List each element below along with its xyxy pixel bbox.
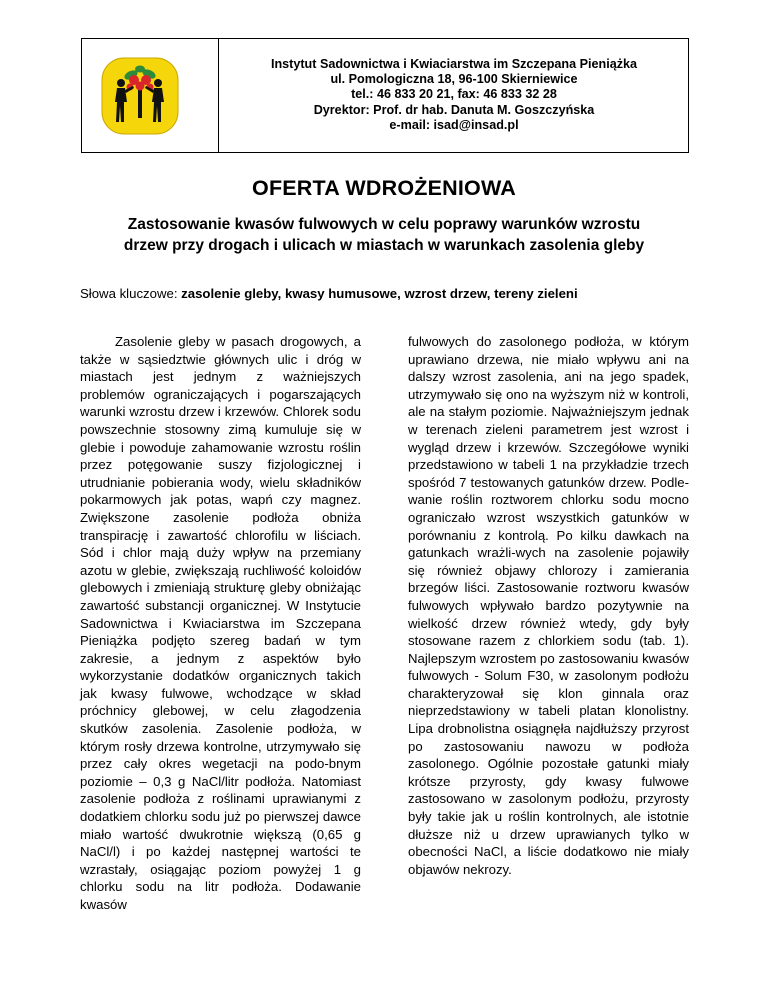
body-right-column: fulwowych do zasolonego podłoża, w którym uprawiano drzewa, nie miało wpływu ani na dalszy wzrost zasolenia, ani na jego spadek, utrzymywało się ono na wyższym niż w kontroli, ale na stałym poziomie. Najważniejszym jednak w terenach zieleni parametrem jest wzrost i wygląd drzew i krzewów. Szczegółowe wyniki przedstawiono w tabeli 1 na przykładzie trzech spośród 7 testowanych gatunków drzew. Podle-wanie roślin roztworem chlorku sodu mocno ograniczało wzrost wszystkich gatunków w porównaniu z kontrolą. Po kilku dawkach na gatunkach wrażli-wych na zasolenie pojawiły się również objawy chlorozy i zamierania brzegów liści. Zastosowanie roztworu kwasów fulwowych wpływało bardzo pozytywnie na wielkość drzew również wtedy, gdy były stosowane razem z chlorkiem sodu (tab. 1). Najlepszym wzrostem po zastosowaniu kwasów fulwowych - Solum F30, w zasolonym podłożu charakteryzował się klon ginnala oraz nieprzedstawiony w tabeli platan klonolistny. Lipa drobnolistna osiągnęła najdłuższy przyrost po zastosowaniu nawozu w podłoża zasolonego. Ogólnie pozostałe gatunki miały krótsze przyrosty, gdy kwasy fulwowe zastosowano w zasolonym podłożu, przyrosty były takie jak u roślin kontrolnych, ale istotnie dłuższe niż u drzew uprawianych tylko w obecności NaCl, a liście dodatkowo nie miały objawów nekrozy. xyxy=(408,334,689,877)
institute-logo-icon xyxy=(100,56,180,136)
institute-phone: tel.: 46 833 20 21, fax: 46 833 32 28 xyxy=(351,87,557,102)
institute-address: ul. Pomologiczna 18, 96-100 Skierniewice xyxy=(330,72,578,87)
letterhead-box xyxy=(81,38,689,153)
keywords-label: Słowa kluczowe: xyxy=(80,286,178,301)
keywords-value: zasolenie gleby, kwasy humusowe, wzrost drzew, tereny zieleni xyxy=(181,286,578,301)
institute-name: Instytut Sadownictwa i Kwiaciarstwa im Szczepana Pieniążka xyxy=(270,57,638,71)
keywords-line xyxy=(80,285,686,303)
institute-director: Dyrektor: Prof. dr hab. Danuta M. Goszczyńska xyxy=(313,102,595,117)
institute-email: e-mail: isad@insad.pl xyxy=(389,117,519,132)
document-subtitle: Zastosowanie kwasów fulwowych w celu poprawy warunków wzrostu drzew przy drogach i ulicach w miastach w warunkach zasolenia gleby xyxy=(123,216,645,254)
institute-details xyxy=(219,57,689,133)
document-title: OFERTA WDROŻENIOWA xyxy=(252,176,516,200)
body-left-column: Zasolenie gleby w pasach drogowych, a także w sąsiedztwie głównych ulic i dróg w miastach jest jednym z ważniejszych problemów ograniczających i pogarszających warunki wzrostu drzew i krzewów. Chlorek sodu powszechnie stosowny zimą kumuluje się w glebie i powoduje zahamowanie wzrostu roślin przez potęgowanie suszy fizjologicznej i utrudnianie pobierania wody, wielu składników pokarmowych jak potas, wapń czy magnez. Zwiększone zasolenie podłoża obniża transpirację i zawartość chlorofilu w liściach. Sód i chlor mają duży wpływ na przemiany azotu w glebie, zwiększają ruchliwość koloidów glebowych i zmieniają strukturę gleby obniżając zawartość substancji organicznej. W Instytucie Sadownictwa i Kwiaciarstwa im Szczepana Pieniążka podjęto szereg badań w tym zakresie, a jednym z aspektów było wykorzystanie dodatków organicznych takich jak kwasy fulwowe, wchodzące w skład próchnicy glebowej, w celu złagodzenia skutków zasolenia. Zasolenie podłoża, w którym rosły drzewa kontrolne, utrzymywało się przez cały okres wegetacji na podo-bnym poziomie – 0,3 g NaCl/litr podłoża. Natomiast zasolenie podłoża z roślinami uprawianymi z dodatkiem chlorku sodu już po pierwszej dawce miało wartość dwukrotnie większą (0,65 g NaCl/l) i po każdej następnej wartości te wzrastały, osiągając poziom powyżej 1 g chlorku sodu na litr podłoża. Dodawanie kwasów xyxy=(80,334,361,912)
